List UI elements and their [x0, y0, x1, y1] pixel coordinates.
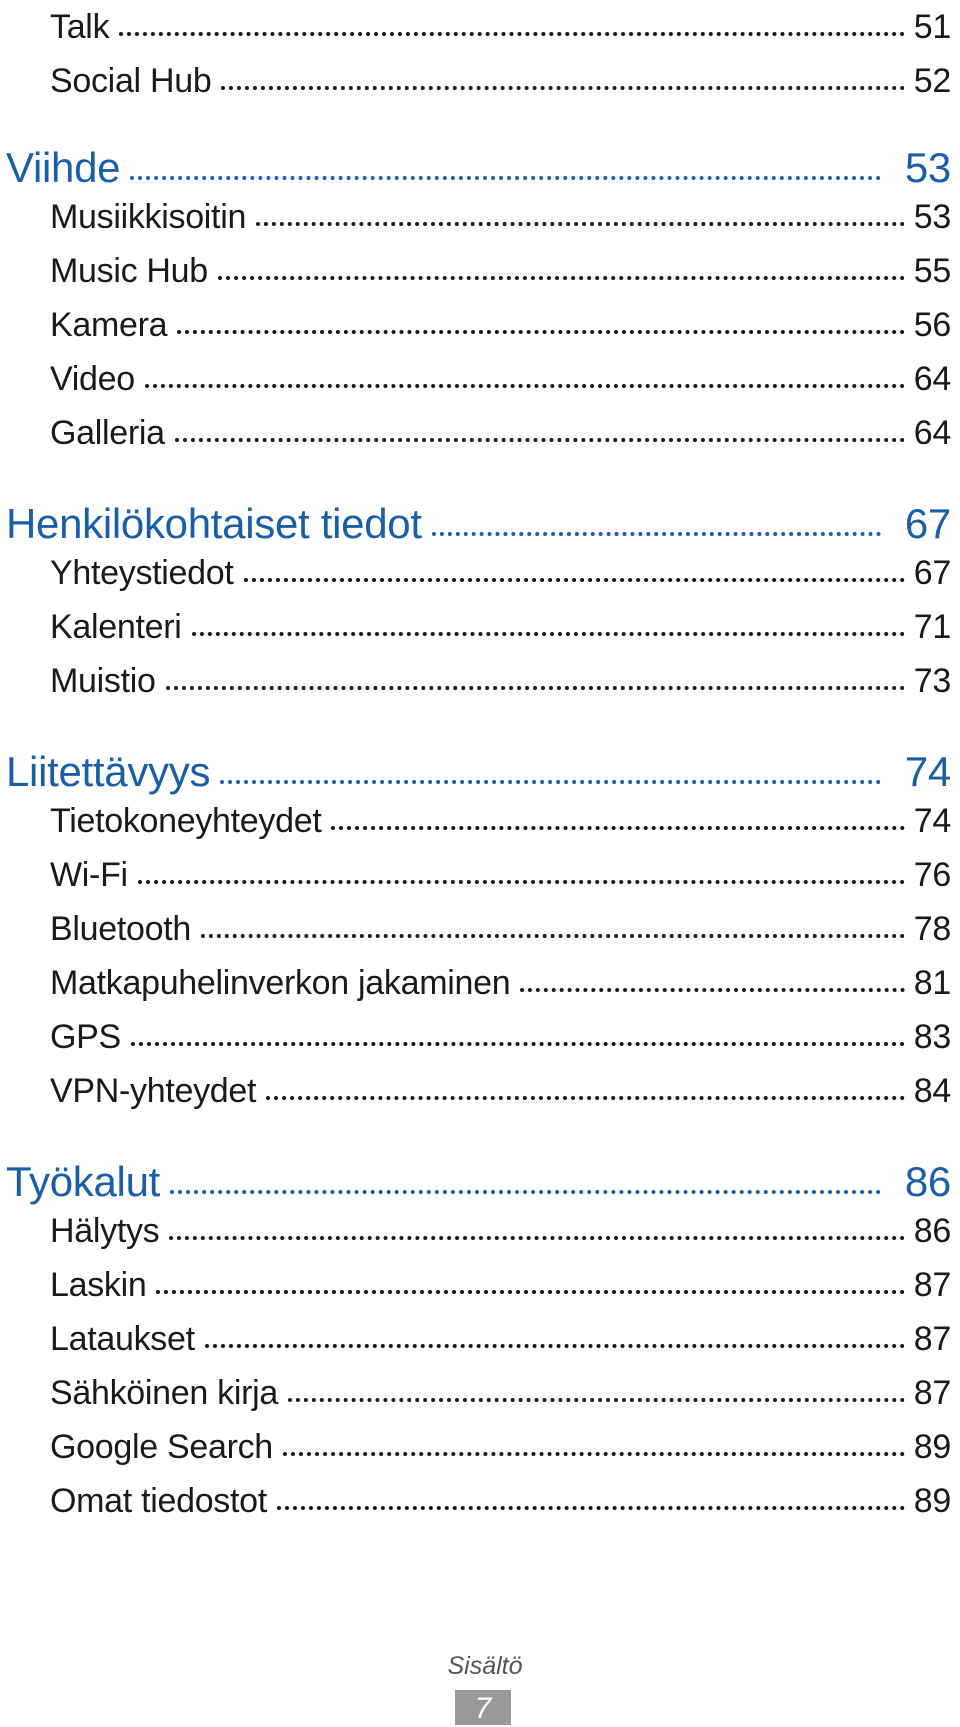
toc-entry[interactable]: [50, 54, 951, 101]
toc-entry[interactable]: [50, 406, 951, 453]
dot-leader: [244, 546, 905, 582]
toc-entry-title: GPS: [50, 1018, 121, 1056]
dot-leader: [170, 1150, 881, 1194]
toc-entry[interactable]: [50, 352, 951, 399]
toc-entry-title: Tietokoneyhteydet: [50, 802, 322, 840]
dot-leader: [277, 1474, 905, 1510]
toc-section[interactable]: [6, 492, 951, 548]
toc-entry-page: 78: [913, 910, 951, 948]
toc-entry-page: 87: [913, 1374, 951, 1412]
toc-entry-title: Video: [50, 360, 135, 398]
toc-entry[interactable]: [50, 1010, 951, 1057]
toc-section[interactable]: [6, 1150, 951, 1206]
toc-entry-title: Bluetooth: [50, 910, 191, 948]
toc-entry[interactable]: [50, 794, 951, 841]
dot-leader: [220, 740, 881, 784]
dot-leader: [119, 0, 905, 36]
dot-leader: [169, 1204, 905, 1240]
toc-entry-title: Kamera: [50, 306, 168, 344]
toc-entry[interactable]: [50, 956, 951, 1003]
dot-leader: [283, 1420, 905, 1456]
toc-entry[interactable]: [50, 1204, 951, 1251]
toc-entry-title: Kalenteri: [50, 608, 182, 646]
toc-entry-title: Lataukset: [50, 1320, 195, 1358]
toc-entry-page: 55: [913, 252, 951, 290]
toc-entry-page: 73: [913, 662, 951, 700]
toc-entry-page: 87: [913, 1266, 951, 1304]
toc-section-title: Työkalut: [6, 1158, 161, 1205]
toc-entry-title: Talk: [50, 8, 110, 46]
toc-entry-page: 64: [913, 414, 951, 452]
toc-entry-page: 84: [913, 1072, 951, 1110]
dot-leader: [256, 190, 905, 226]
toc-section-page: 74: [904, 748, 951, 795]
toc-entry-page: 56: [913, 306, 951, 344]
toc-section-page: 86: [904, 1158, 951, 1205]
toc-entry-page: 81: [913, 964, 951, 1002]
toc-entry-title: VPN-yhteydet: [50, 1072, 257, 1110]
toc-entry-title: Social Hub: [50, 62, 212, 100]
toc-entry-page: 83: [913, 1018, 951, 1056]
toc-entry[interactable]: [50, 654, 951, 701]
toc-entry-page: 67: [913, 554, 951, 592]
dot-leader: [130, 136, 881, 180]
toc-entry-page: 51: [913, 8, 951, 46]
toc-entry[interactable]: [50, 1064, 951, 1111]
dot-leader: [218, 244, 905, 280]
footer-section-label: Sisältö: [447, 1652, 523, 1680]
toc-entry[interactable]: [50, 902, 951, 949]
toc-entry[interactable]: [50, 1366, 951, 1413]
toc-entry[interactable]: [50, 1420, 951, 1467]
toc-entry[interactable]: [50, 1312, 951, 1359]
dot-leader: [520, 956, 905, 992]
page-number: 7: [455, 1690, 511, 1725]
toc-entry-page: 64: [913, 360, 951, 398]
toc-entry-title: Music Hub: [50, 252, 208, 290]
dot-leader: [192, 600, 906, 636]
toc-entry-title: Google Search: [50, 1428, 273, 1466]
toc-entry-title: Matkapuhelinverkon jakaminen: [50, 964, 511, 1002]
toc-entry[interactable]: [50, 546, 951, 593]
toc-entry-title: Wi-Fi: [50, 856, 128, 894]
toc-entry-page: 89: [913, 1428, 951, 1466]
toc-section[interactable]: [6, 740, 951, 796]
dot-leader: [131, 1010, 905, 1046]
toc-entry[interactable]: [50, 1258, 951, 1305]
toc-entry[interactable]: [50, 600, 951, 647]
toc-section[interactable]: [6, 136, 951, 192]
toc-section-page: 53: [904, 144, 951, 191]
dot-leader: [145, 352, 905, 388]
toc-entry-title: Sähköinen kirja: [50, 1374, 278, 1412]
dot-leader: [201, 902, 905, 938]
toc-entry-title: Omat tiedostot: [50, 1482, 267, 1520]
toc-entry-page: 74: [913, 802, 951, 840]
dot-leader: [288, 1366, 905, 1402]
toc-entry-page: 71: [913, 608, 951, 646]
toc-entry-title: Galleria: [50, 414, 165, 452]
toc-entry-title: Musiikkisoitin: [50, 198, 247, 236]
toc-entry[interactable]: [50, 190, 951, 237]
dot-leader: [166, 654, 905, 690]
toc-entry-page: 89: [913, 1482, 951, 1520]
toc-entry-title: Hälytys: [50, 1212, 160, 1250]
toc-entry-title: Yhteystiedot: [50, 554, 234, 592]
dot-leader: [331, 794, 905, 830]
toc-entry[interactable]: [50, 298, 951, 345]
toc-entry[interactable]: [50, 0, 951, 47]
toc-section-title: Henkilökohtaiset tiedot: [6, 500, 422, 547]
dot-leader: [205, 1312, 905, 1348]
toc-entry-page: 86: [913, 1212, 951, 1250]
toc-entry-page: 76: [913, 856, 951, 894]
toc-entry[interactable]: [50, 848, 951, 895]
toc-entry[interactable]: [50, 1474, 951, 1521]
toc-entry-page: 52: [913, 62, 951, 100]
dot-leader: [432, 492, 881, 536]
toc-section-title: Liitettävyys: [6, 748, 211, 795]
toc-entry-title: Laskin: [50, 1266, 147, 1304]
toc-section-title: Viihde: [6, 144, 121, 191]
dot-leader: [266, 1064, 905, 1100]
toc-entry-page: 87: [913, 1320, 951, 1358]
dot-leader: [138, 848, 905, 884]
dot-leader: [156, 1258, 905, 1294]
toc-section-page: 67: [904, 500, 951, 547]
toc-entry-page: 53: [913, 198, 951, 236]
dot-leader: [177, 298, 905, 334]
toc-entry[interactable]: [50, 244, 951, 291]
toc-entry-title: Muistio: [50, 662, 156, 700]
dot-leader: [175, 406, 905, 442]
dot-leader: [221, 54, 905, 90]
